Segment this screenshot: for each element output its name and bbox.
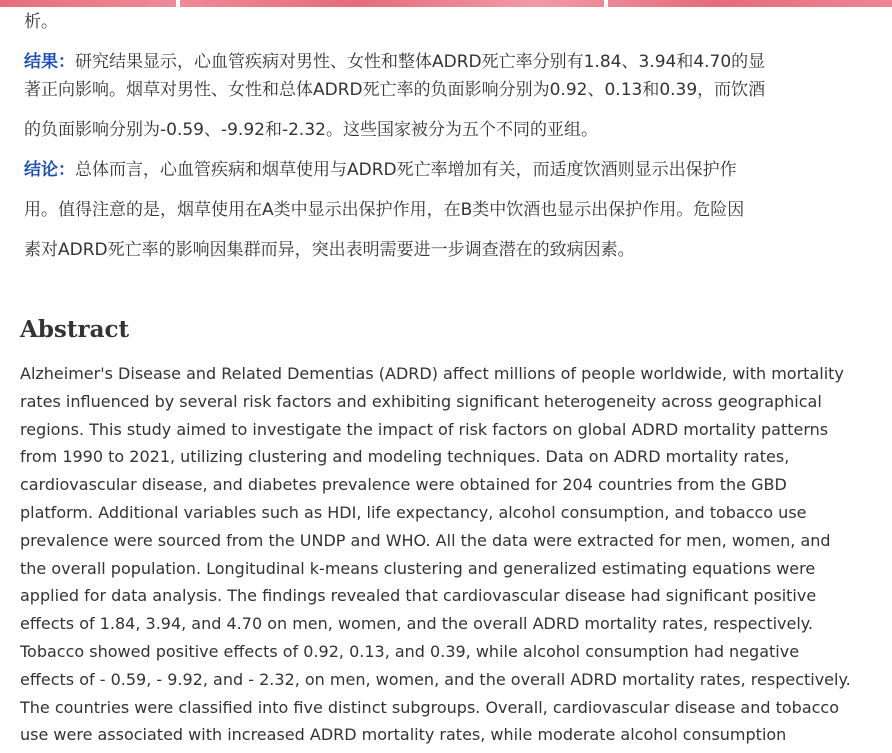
conclusion-label: 结论： [24, 160, 75, 180]
abstract-line: prevalence were sourced from the UNDP and WHO. All the data were extracted for men, women, and [20, 530, 831, 550]
results-label: 结果： [24, 52, 75, 72]
abstract-heading: Abstract [20, 316, 130, 343]
abstract-line: Alzheimer's Disease and Related Dementias (ADRD) affect millions of people worldwide, with mortality [20, 364, 844, 383]
previous-line-fragment: 析。 [24, 12, 58, 32]
conclusion-line-1 [24, 156, 864, 184]
top-banner-image [0, 0, 892, 7]
abstract-line: Tobacco showed positive effects of 0.92, 0.13, and 0.39, while alcohol consumption had negative [20, 641, 800, 661]
abstract-line: platform. Additional variables such as HDI, life expectancy, alcohol consumption, and tobacco use [20, 502, 807, 522]
conclusion-line-3: 素对ADRD死亡率的影响因集群而异，突出表明需要进一步调查潜在的致病因素。 [24, 240, 635, 260]
results-line-3: 的负面影响分别为-0.59、-9.92和-2.32。这些国家被分为五个不同的亚组。 [24, 120, 598, 140]
abstract-line: effects of 1.84, 3.94, and 4.70 on men, women, and the overall ADRD mortality rates, respectively. [20, 614, 814, 634]
abstract-line: cardiovascular disease, and diabetes prevalence were obtained for 204 countries from the GBD [20, 475, 787, 495]
abstract-body [20, 360, 880, 749]
conclusion-line-2: 用。值得注意的是，烟草使用在A类中显示出保护作用，在B类中饮酒也显示出保护作用。危险因 [24, 200, 745, 220]
banner-divider [176, 0, 180, 7]
conclusion-text: 总体而言，心血管疾病和烟草使用与ADRD死亡率增加有关，而适度饮酒则显示出保护作 [75, 160, 737, 180]
results-line-1 [24, 48, 864, 76]
abstract-line: The countries were classified into five distinct subgroups. Overall, cardiovascular disease and tobacco [20, 697, 840, 717]
results-text: 研究结果显示，心血管疾病对男性、女性和整体ADRD死亡率分别有1.84、3.94和4.70的显 [75, 52, 766, 72]
results-line-2: 著正向影响。烟草对男性、女性和总体ADRD死亡率的负面影响分别为0.92、0.13和0.39，而饮酒 [24, 80, 766, 100]
abstract-line: applied for data analysis. The findings revealed that cardiovascular disease had significant positive [20, 586, 817, 606]
abstract-line: effects of - 0.59, - 9.92, and - 2.32, on men, women, and the overall ADRD mortality rates, respectively. [20, 669, 851, 689]
abstract-line: rates influenced by several risk factors and exhibiting significant heterogeneity across geographical [20, 391, 822, 411]
banner-divider [604, 0, 608, 7]
abstract-line: regions. This study aimed to investigate the impact of risk factors on global ADRD mortality patterns [20, 419, 829, 439]
abstract-line: use were associated with increased ADRD mortality rates, while moderate alcohol consumption [20, 725, 787, 745]
abstract-line: from 1990 to 2021, utilizing clustering and modeling techniques. Data on ADRD mortality rates, [20, 447, 790, 467]
abstract-line: the overall population. Longitudinal k-means clustering and generalized estimating equations were [20, 558, 816, 578]
chinese-abstract [24, 8, 864, 264]
